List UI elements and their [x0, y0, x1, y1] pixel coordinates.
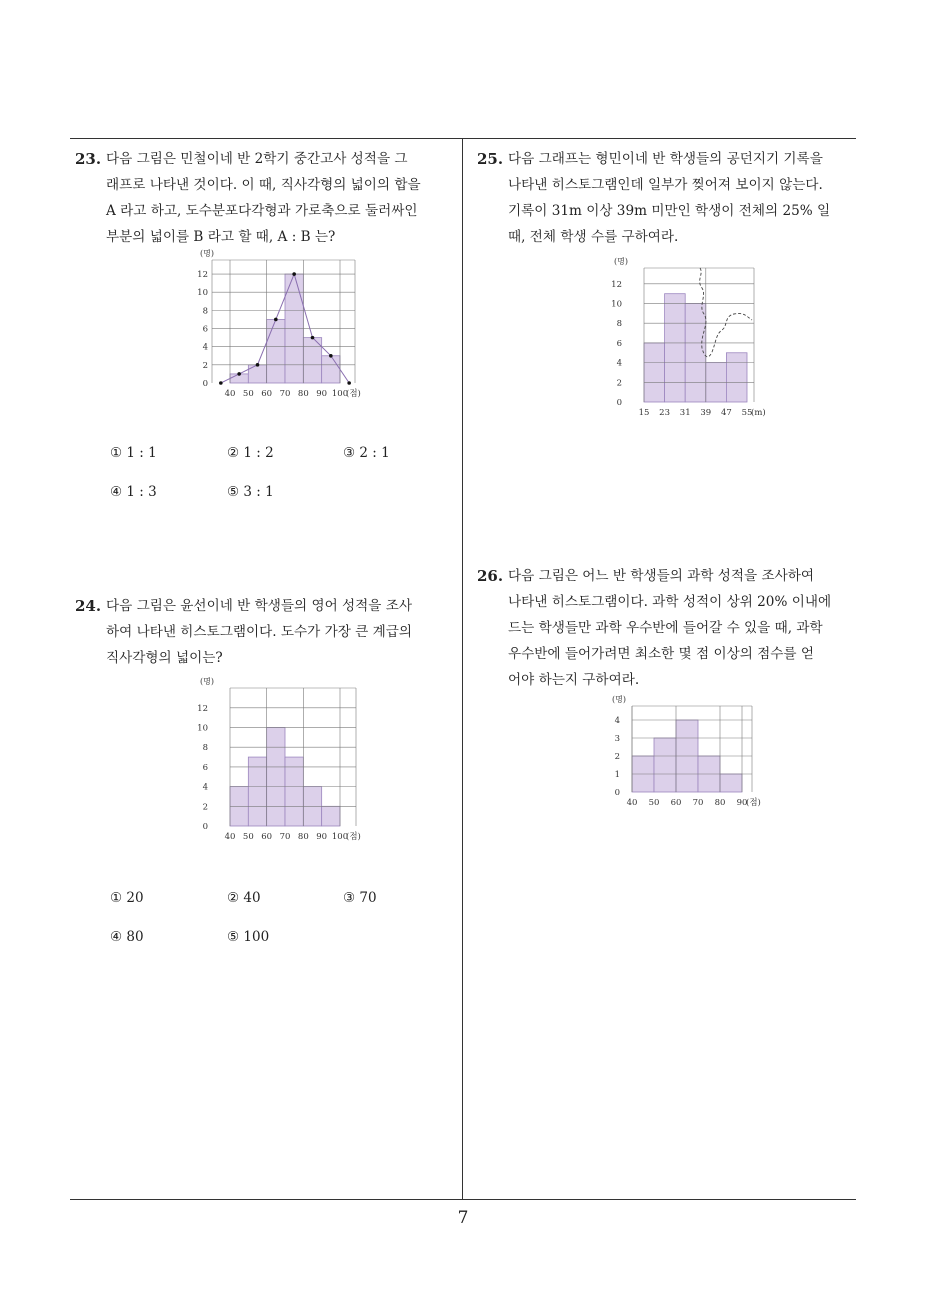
x-axis-unit: (점)	[346, 832, 361, 842]
x-tick-label: 50	[648, 798, 660, 808]
y-tick-label: 4	[202, 342, 208, 353]
column-divider	[462, 139, 463, 1200]
x-tick-label: 40	[626, 798, 638, 808]
histogram-bar	[322, 356, 340, 383]
y-tick-label: 4	[614, 716, 620, 726]
torn-edge	[700, 268, 752, 357]
x-tick-label: 60	[670, 798, 682, 808]
histogram-bar	[685, 304, 706, 402]
y-axis-unit: (명)	[612, 695, 626, 704]
x-tick-label: 80	[297, 389, 309, 399]
question-number: 23.	[75, 150, 102, 168]
x-tick-label: 39	[700, 408, 712, 418]
histogram-bar	[665, 294, 686, 402]
polygon-point	[274, 318, 278, 322]
question-number: 25.	[477, 150, 504, 168]
question-text	[106, 146, 460, 250]
x-tick-label: 60	[261, 832, 273, 842]
x-tick-label: 70	[279, 389, 291, 399]
y-tick-label: 10	[611, 299, 622, 310]
x-axis-unit: (점)	[346, 389, 361, 399]
x-tick-label: 90	[736, 798, 748, 808]
polygon-point	[347, 381, 351, 385]
bottom-rule	[70, 1199, 856, 1200]
y-tick-label: 6	[202, 324, 208, 335]
x-tick-label: 40	[224, 389, 236, 399]
x-tick-label: 40	[224, 832, 236, 842]
question-line: A 라고 하고, 도수분포다각형과 가로축으로 둘러싸인	[106, 203, 418, 219]
histogram-bar	[248, 757, 266, 826]
x-tick-label: 90	[316, 832, 328, 842]
histogram-bar	[267, 728, 285, 826]
y-tick-label: 4	[616, 358, 622, 369]
choice-1[interactable]: ① 20	[110, 890, 144, 906]
question-text	[508, 146, 859, 250]
histogram-bar	[720, 774, 742, 792]
choice-4[interactable]: ④ 80	[110, 929, 144, 945]
y-axis-unit: (명)	[200, 677, 214, 686]
polygon-point	[329, 354, 333, 358]
question-text	[106, 593, 460, 671]
x-tick-label: 80	[714, 798, 726, 808]
y-tick-label: 10	[197, 723, 208, 734]
x-tick-label: 60	[261, 389, 273, 399]
x-tick-label: 90	[316, 389, 328, 399]
choice-5[interactable]: ⑤ 100	[227, 929, 270, 945]
y-axis-unit: (명)	[200, 249, 214, 258]
histogram-bar	[267, 319, 285, 383]
histogram-bar	[654, 738, 676, 792]
x-tick-label: 55	[741, 408, 753, 418]
question-line: 나타낸 히스토그램이다. 과학 성적이 상위 20% 이내에	[508, 594, 832, 610]
x-axis-unit: (m)	[751, 408, 766, 418]
histogram-chart-q23	[190, 249, 375, 405]
x-tick-label: 100	[331, 389, 349, 399]
polygon-point	[311, 336, 315, 340]
question-line: 드는 학생들만 과학 우수반에 들어갈 수 있을 때, 과학	[508, 620, 823, 636]
histogram-bar	[285, 757, 303, 826]
y-tick-label: 12	[197, 703, 208, 714]
histogram-chart-q26	[612, 695, 772, 815]
y-tick-label: 8	[202, 743, 208, 754]
histogram-chart-q25	[612, 256, 772, 426]
top-rule	[70, 138, 856, 139]
y-tick-label: 2	[202, 802, 208, 813]
question-line: 다음 그림은 민철이네 반 2학기 중간고사 성적을 그	[106, 151, 408, 167]
x-tick-label: 100	[331, 832, 349, 842]
y-tick-label: 2	[616, 378, 622, 389]
question-text	[508, 563, 859, 693]
question-number: 24.	[75, 597, 102, 615]
choice-2[interactable]: ② 40	[227, 890, 261, 906]
y-tick-label: 8	[202, 306, 208, 317]
choice-3[interactable]: ③ 2 : 1	[343, 445, 390, 461]
x-tick-label: 47	[720, 408, 732, 418]
question-line: 어야 하는지 구하여라.	[508, 672, 640, 688]
histogram-bar	[322, 806, 340, 826]
polygon-point	[292, 272, 296, 276]
page-number: 7	[457, 1208, 469, 1228]
choice-1[interactable]: ① 1 : 1	[110, 445, 157, 461]
y-tick-label: 3	[614, 734, 620, 744]
question-25	[477, 146, 859, 250]
question-24	[75, 593, 460, 671]
x-tick-label: 50	[242, 832, 254, 842]
y-tick-label: 12	[611, 279, 622, 290]
choice-5[interactable]: ⑤ 3 : 1	[227, 484, 274, 500]
x-tick-label: 50	[242, 389, 254, 399]
y-tick-label: 12	[197, 270, 208, 281]
y-tick-label: 8	[616, 319, 622, 330]
y-tick-label: 4	[202, 782, 208, 793]
x-tick-label: 23	[659, 408, 671, 418]
y-tick-label: 2	[614, 752, 620, 762]
choice-3[interactable]: ③ 70	[343, 890, 377, 906]
histogram-bar	[726, 353, 747, 402]
polygon-point	[256, 363, 260, 367]
question-23	[75, 146, 460, 250]
question-line: 직사각형의 넓이는?	[106, 650, 223, 666]
question-number: 26.	[477, 567, 504, 585]
y-tick-label: 0	[202, 379, 208, 389]
x-tick-label: 31	[679, 408, 691, 418]
y-tick-label: 0	[202, 822, 208, 832]
question-line: 다음 그림은 어느 반 학생들의 과학 성적을 조사하여	[508, 568, 815, 584]
x-tick-label: 80	[297, 832, 309, 842]
question-line: 우수반에 들어가려면 최소한 몇 점 이상의 점수를 얻	[508, 646, 815, 662]
question-line: 나타낸 히스토그램인데 일부가 찢어져 보이지 않는다.	[508, 177, 823, 193]
question-line: 기록이 31m 이상 39m 미만인 학생이 전체의 25% 일	[508, 203, 831, 219]
y-axis-unit: (명)	[614, 257, 628, 266]
x-tick-label: 70	[279, 832, 291, 842]
x-axis-unit: (점)	[746, 798, 761, 808]
y-tick-label: 6	[202, 762, 208, 773]
histogram-chart-q24	[190, 676, 375, 846]
x-tick-label: 70	[692, 798, 704, 808]
y-tick-label: 2	[202, 360, 208, 371]
question-line: 래프로 나타낸 것이다. 이 때, 직사각형의 넓이의 합을	[106, 177, 421, 193]
y-tick-label: 0	[616, 398, 622, 408]
polygon-point	[219, 381, 223, 385]
choice-2[interactable]: ② 1 : 2	[227, 445, 274, 461]
question-26	[477, 563, 859, 693]
question-line: 부분의 넓이를 B 라고 할 때, A : B 는?	[106, 229, 336, 245]
histogram-bar	[644, 343, 665, 402]
question-line: 다음 그래프는 형민이네 반 학생들의 공던지기 기록을	[508, 151, 823, 167]
y-tick-label: 0	[614, 788, 620, 798]
y-tick-label: 1	[614, 770, 620, 780]
choice-4[interactable]: ④ 1 : 3	[110, 484, 157, 500]
polygon-point	[237, 372, 241, 376]
x-tick-label: 15	[638, 408, 650, 418]
question-line: 하여 나타낸 히스토그램이다. 도수가 가장 큰 계급의	[106, 624, 413, 640]
y-tick-label: 10	[197, 288, 208, 299]
question-line: 때, 전체 학생 수를 구하여라.	[508, 229, 679, 245]
y-tick-label: 6	[616, 338, 622, 349]
question-line: 다음 그림은 윤선이네 반 학생들의 영어 성적을 조사	[106, 598, 413, 614]
